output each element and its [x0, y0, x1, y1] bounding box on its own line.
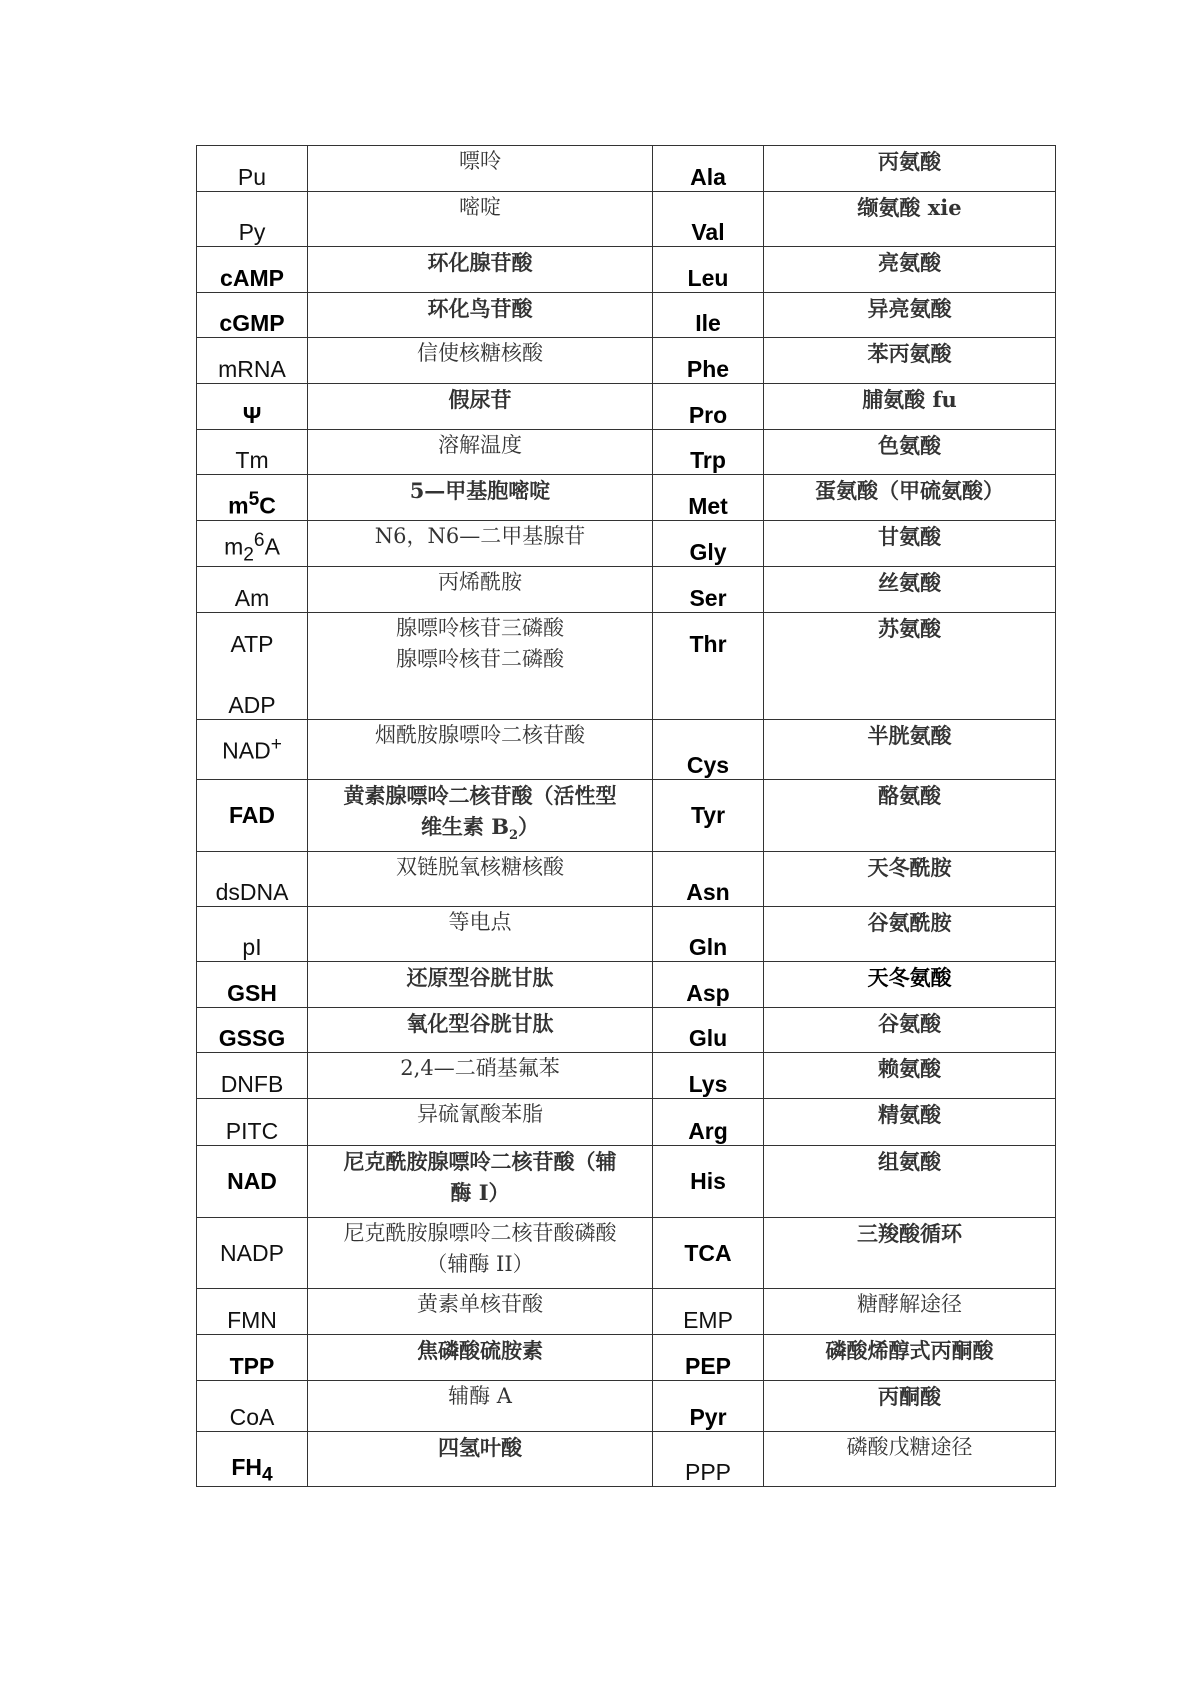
desc-cell: 糖酵解途径	[764, 1289, 1056, 1335]
abbr-cell: Asp	[653, 962, 764, 1008]
abbr-cell: Py	[197, 192, 308, 247]
desc-cell: 5—甲基胞嘧啶	[308, 475, 653, 521]
desc-cell: N6，N6—二甲基腺苷	[308, 521, 653, 567]
abbr-cell: mRNA	[197, 338, 308, 384]
table-row	[197, 1099, 1056, 1146]
desc-line: 腺嘌呤核苷二磷酸	[396, 647, 564, 671]
abbr-sup: 5	[248, 489, 260, 511]
abbr-cell: NAD	[197, 1146, 308, 1218]
desc-cell	[308, 613, 653, 720]
abbr-cell	[197, 475, 308, 521]
desc-cell: 丙酮酸	[764, 1381, 1056, 1432]
table-row	[197, 293, 1056, 338]
abbr-sup: 6	[253, 529, 265, 551]
abbr-cell: Trp	[653, 430, 764, 475]
abbr-cell: TPP	[197, 1335, 308, 1381]
abbr-cell: Met	[653, 475, 764, 521]
table-row	[197, 384, 1056, 430]
table-row	[197, 567, 1056, 613]
desc-cell: 谷氨酸	[764, 1008, 1056, 1053]
table-row	[197, 1146, 1056, 1218]
desc-line: 黄素腺嘌呤二核苷酸（活性型	[343, 783, 617, 808]
table-row	[197, 430, 1056, 475]
abbr-cell	[197, 521, 308, 567]
abbr-cell: FAD	[197, 780, 308, 852]
desc-cell: 氧化型谷胱甘肽	[308, 1008, 653, 1053]
desc-cell: 三羧酸循环	[764, 1218, 1056, 1289]
table-row	[197, 613, 1056, 720]
abbr-cell: Cys	[653, 720, 764, 780]
abbr-cell: DNFB	[197, 1053, 308, 1099]
table-row	[197, 1381, 1056, 1432]
desc-cell: 焦磷酸硫胺素	[308, 1335, 653, 1381]
abbr-cell: Pro	[653, 384, 764, 430]
abbr-cell: Pu	[197, 146, 308, 192]
abbr-cell: GSSG	[197, 1008, 308, 1053]
desc-cell	[308, 780, 653, 852]
abbr-cell	[197, 1432, 308, 1487]
abbr-cell: Leu	[653, 247, 764, 293]
desc-cell: 假尿苷	[308, 384, 653, 430]
abbr-sub: 4	[262, 1464, 273, 1486]
abbr-cell: CoA	[197, 1381, 308, 1432]
table-row	[197, 192, 1056, 247]
table-row	[197, 247, 1056, 293]
abbr-base: m	[224, 533, 244, 560]
abbr-cell: dsDNA	[197, 852, 308, 907]
desc-cell	[308, 1146, 653, 1218]
abbr-cell: Phe	[653, 338, 764, 384]
table-row	[197, 521, 1056, 567]
desc-line: 维生素 $B_2$）	[420, 814, 540, 844]
desc-cell: 黄素单核苷酸	[308, 1289, 653, 1335]
abbr-line: ATP	[230, 631, 274, 657]
abbr-cell: Glu	[653, 1008, 764, 1053]
table-row	[197, 1289, 1056, 1335]
desc-cell: 等电点	[308, 907, 653, 962]
abbr-cell	[197, 613, 308, 720]
desc-cell: 烟酰胺腺嘌呤二核苷酸	[308, 720, 653, 780]
desc-cell: 嘧啶	[308, 192, 653, 247]
desc-cell: 丝氨酸	[764, 567, 1056, 613]
desc-cell: 环化腺苷酸	[308, 247, 653, 293]
desc-cell: 丙烯酰胺	[308, 567, 653, 613]
abbr-cell: Arg	[653, 1099, 764, 1146]
desc-line: 尼克酰胺腺嘌呤二核苷酸（辅	[343, 1149, 617, 1175]
table-row	[197, 962, 1056, 1008]
table-row	[197, 475, 1056, 521]
desc-cell	[308, 1218, 653, 1289]
abbr-sup: +	[270, 734, 282, 756]
desc-cell: 2,4—二硝基氟苯	[308, 1053, 653, 1099]
desc-cell: 异亮氨酸	[764, 293, 1056, 338]
desc-cell: 丙氨酸	[764, 146, 1056, 192]
desc-cell: 溶解温度	[308, 430, 653, 475]
table-row	[197, 780, 1056, 852]
desc-cell: 半胱氨酸	[764, 720, 1056, 780]
abbr-base: m	[228, 493, 249, 519]
abbr-cell: GSH	[197, 962, 308, 1008]
table-row	[197, 1053, 1056, 1099]
desc-cell: 异硫氰酸苯脂	[308, 1099, 653, 1146]
desc-cell: 信使核糖核酸	[308, 338, 653, 384]
abbr-cell: Thr	[653, 613, 764, 720]
desc-cell: 苯丙氨酸	[764, 338, 1056, 384]
table-row	[197, 720, 1056, 780]
desc-line: 酶 I）	[450, 1180, 510, 1206]
desc-cell: 磷酸戊糖途径	[764, 1432, 1056, 1487]
abbr-cell: Ser	[653, 567, 764, 613]
abbreviation-table	[196, 145, 1056, 1487]
table-row	[197, 907, 1056, 962]
abbr-sub: 2	[243, 544, 254, 565]
abbr-cell: Tyr	[653, 780, 764, 852]
desc-cell: 还原型谷胱甘肽	[308, 962, 653, 1008]
abbr-cell: cAMP	[197, 247, 308, 293]
table-row	[197, 1432, 1056, 1487]
desc-cell: 苏氨酸	[764, 613, 1056, 720]
desc-cell: 天冬酰胺	[764, 852, 1056, 907]
table-row	[197, 852, 1056, 907]
desc-cell: 酪氨酸	[764, 780, 1056, 852]
desc-cell: 组氨酸	[764, 1146, 1056, 1218]
abbr-cell: TCA	[653, 1218, 764, 1289]
table-row	[197, 146, 1056, 192]
desc-line: （辅酶 II）	[426, 1252, 534, 1277]
abbr-cell: Asn	[653, 852, 764, 907]
abbr-cell: Ile	[653, 293, 764, 338]
table-row	[197, 338, 1056, 384]
abbr-cell: Ψ	[197, 384, 308, 430]
abbr-cell: FMN	[197, 1289, 308, 1335]
abbr-cell: Ala	[653, 146, 764, 192]
abbr-cell: Val	[653, 192, 764, 247]
abbr-cell	[197, 720, 308, 780]
table-row	[197, 1335, 1056, 1381]
desc-cell: 磷酸烯醇式丙酮酸	[764, 1335, 1056, 1381]
desc-cell: 脯氨酸 fu	[764, 384, 1056, 430]
desc-cell: 蛋氨酸（甲硫氨酸）	[764, 475, 1056, 521]
desc-cell: 赖氨酸	[764, 1053, 1056, 1099]
abbr-cell: Tm	[197, 430, 308, 475]
desc-line: 尼克酰胺腺嘌呤二核苷酸磷酸	[343, 1221, 617, 1246]
desc-sub: 2	[509, 828, 519, 844]
abbr-line: ADP	[228, 692, 276, 718]
desc-cell: 辅酶 A	[308, 1381, 653, 1432]
abbr-base: FH	[231, 1453, 262, 1480]
abbr-cell: PPP	[653, 1432, 764, 1487]
abbr-tail: C	[259, 493, 276, 519]
abbr-cell: Lys	[653, 1053, 764, 1099]
abbr-base: NAD	[222, 737, 271, 764]
table-row	[197, 1008, 1056, 1053]
desc-cell: 双链脱氧核糖核酸	[308, 852, 653, 907]
desc-cell: 亮氨酸	[764, 247, 1056, 293]
abbr-tail: A	[264, 533, 280, 560]
desc-cell: 缬氨酸 xie	[764, 192, 1056, 247]
desc-line: 腺嘌呤核苷三磷酸	[396, 616, 564, 640]
abbr-cell: His	[653, 1146, 764, 1218]
abbr-cell: Gly	[653, 521, 764, 567]
desc-cell: 四氢叶酸	[308, 1432, 653, 1487]
desc-cell: 嘌呤	[308, 146, 653, 192]
abbr-cell: Gln	[653, 907, 764, 962]
abbr-cell: cGMP	[197, 293, 308, 338]
table-row	[197, 1218, 1056, 1289]
abbr-cell: PITC	[197, 1099, 308, 1146]
abbr-cell: PEP	[653, 1335, 764, 1381]
abbr-cell: Pyr	[653, 1381, 764, 1432]
desc-cell: 甘氨酸	[764, 521, 1056, 567]
desc-cell: 精氨酸	[764, 1099, 1056, 1146]
desc-cell: 环化鸟苷酸	[308, 293, 653, 338]
desc-cell: 天冬氨酸	[764, 962, 1056, 1008]
abbr-cell: EMP	[653, 1289, 764, 1335]
desc-cell: 谷氨酰胺	[764, 907, 1056, 962]
abbr-cell: NADP	[197, 1218, 308, 1289]
abbr-cell: Am	[197, 567, 308, 613]
abbr-cell: pI	[197, 907, 308, 962]
desc-cell: 色氨酸	[764, 430, 1056, 475]
